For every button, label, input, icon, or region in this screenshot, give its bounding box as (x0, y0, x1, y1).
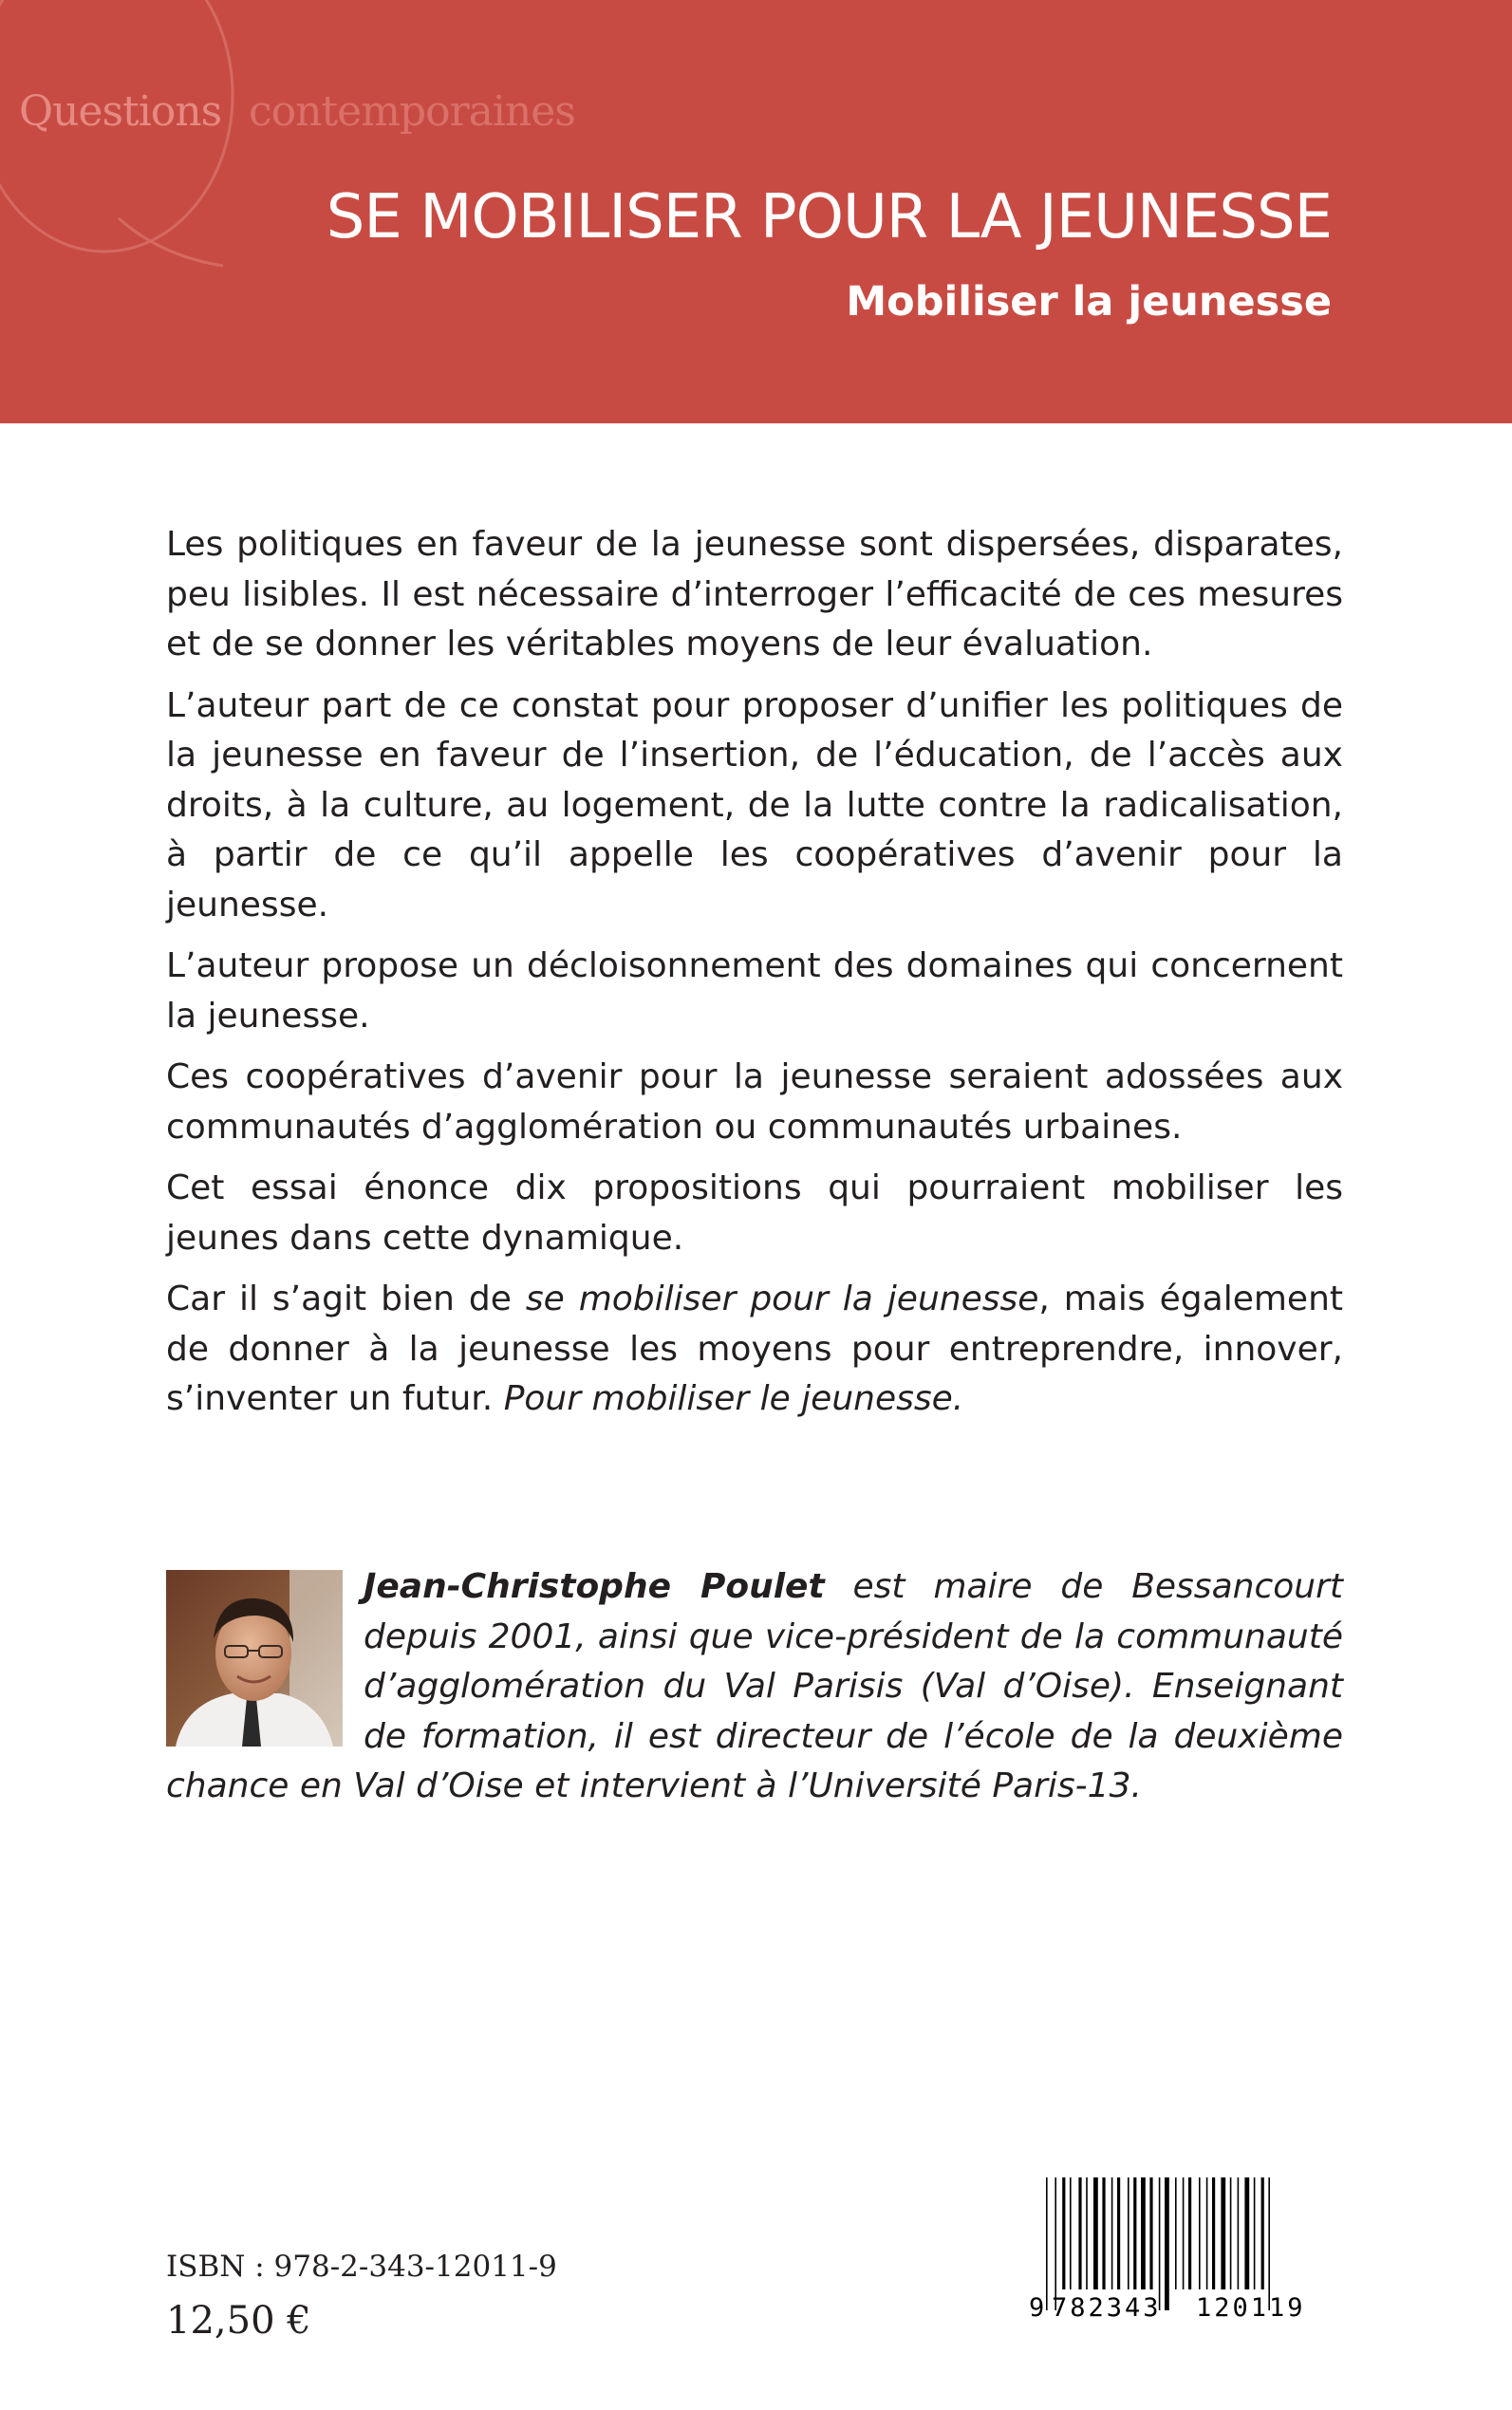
barcode-first-digit: 9 (1029, 2293, 1045, 2323)
series-name-part1: Questions (19, 87, 222, 136)
barcode-bar (1062, 2177, 1065, 2289)
author-bio-text: est maire de Bessancourt depuis 2001, ainsi que vice-président de la communauté d’agglomération du Val Parisis (Val d’Oise). Enseignant de formation, il est directeur de l’école de la deuxième chance en Val d’Oise et intervient à l’Université Paris-13. (166, 1567, 1343, 1805)
barcode-bar (1111, 2177, 1113, 2289)
barcode-bar (1230, 2177, 1232, 2289)
barcode-bar (1238, 2177, 1240, 2289)
barcode-bar (1175, 2177, 1177, 2289)
author-name: Jean-Christophe Poulet (364, 1567, 825, 1606)
barcode-bar (1199, 2177, 1201, 2289)
blurb-text: , mais également de donner à la jeunesse les moyens pour entreprendre, innover, s’inventer un futur. (166, 1280, 1343, 1418)
back-cover-blurb (166, 520, 1343, 1436)
blurb-text: Car il s’agit bien de (166, 1280, 526, 1318)
cover-header (0, 0, 1512, 423)
barcode-bar (1159, 2177, 1161, 2310)
barcode-bar (1086, 2177, 1088, 2289)
author-bio (166, 1562, 1343, 1812)
barcode-bar (1221, 2177, 1225, 2289)
blurb-paragraph: Ces coopératives d’avenir pour la jeunesse seraient adossées aux communautés d’agglomération ou communautés urbaines. (166, 1057, 1343, 1147)
q-logo-icon (0, 0, 266, 332)
series-name-part2: contemporaines (249, 87, 575, 136)
barcode-bar (1078, 2177, 1081, 2289)
blurb-paragraph: Les politiques en faveur de la jeunesse sont dispersées, disparates, peu lisibles. Il est nécessaire d’interroger l’efficacité de ces mesures et de se donner les véritables moyens de leur évaluation. (166, 525, 1343, 663)
barcode-bar (1206, 2177, 1208, 2289)
barcode-bar (1102, 2177, 1105, 2289)
barcode-bar (1149, 2177, 1152, 2289)
blurb-paragraph (166, 1275, 1343, 1425)
isbn-number: ISBN : 978-2-343-12011-9 (166, 2250, 557, 2284)
barcode-bar (1133, 2177, 1136, 2289)
barcode-bar (1254, 2177, 1256, 2289)
blurb-paragraph: Cet essai énonce dix propositions qui pourraient mobiliser les jeunes dans cette dynamique. (166, 1168, 1343, 1258)
barcode-bar (1055, 2177, 1056, 2310)
barcode-bar (1244, 2177, 1249, 2289)
barcode-bar (1165, 2177, 1169, 2310)
barcode-bar (1188, 2177, 1191, 2289)
blurb-paragraph: L’auteur propose un décloisonnement des domaines qui concernent la jeunesse. (166, 946, 1343, 1036)
blurb-italic-text: Pour mobiliser le jeunesse. (503, 1379, 964, 1418)
barcode-bar (1128, 2177, 1129, 2289)
barcode-bar (1046, 2177, 1048, 2310)
barcode-bar (1183, 2177, 1185, 2289)
book-subtitle: Mobiliser la jeunesse (846, 278, 1332, 326)
blurb-italic-text: se mobiliser pour la jeunesse (525, 1280, 1039, 1318)
blurb-paragraph: L’auteur part de ce constat pour proposer d’unifier les politiques de la jeunesse en faveur de l’insertion, de l’éducation, de l’accès aux droits, à la culture, au logement, de la lutte contre la radicalisation, à partir de ce qu’il appelle les coopératives d’avenir pour la jeunesse. (166, 685, 1343, 925)
barcode-digits-left: 782343 (1052, 2293, 1162, 2323)
barcode-bar (1070, 2177, 1072, 2289)
barcode-bar (1093, 2177, 1098, 2289)
barcode-digits-right: 120119 (1196, 2293, 1306, 2323)
barcode-bar (1141, 2177, 1146, 2289)
barcode (1025, 2172, 1348, 2324)
barcode-bar (1212, 2177, 1215, 2289)
price: 12,50 € (166, 2299, 311, 2343)
barcode-bar (1268, 2177, 1270, 2310)
barcode-bar (1261, 2177, 1264, 2289)
book-title: SE MOBILISER POUR LA JEUNESSE (326, 182, 1332, 252)
barcode-bar (1117, 2177, 1120, 2289)
